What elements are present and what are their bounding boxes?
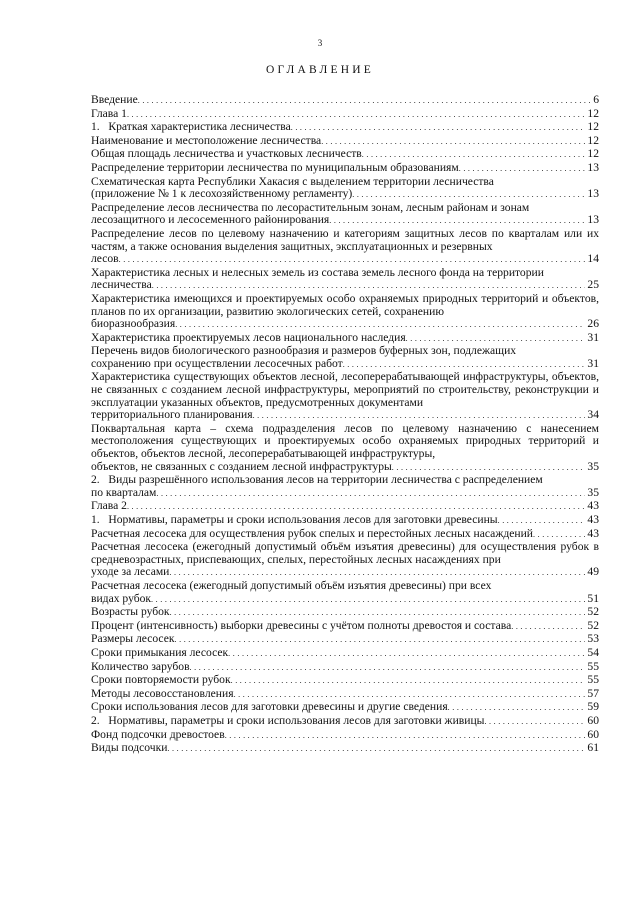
toc-entry-text: Перечень видов биологического разнообразия и размеров буферных зон, подлежащих [91,344,517,358]
toc-entry-title: 1. Нормативы, параметры и сроки использования лесов для заготовки древесины [91,513,498,526]
toc-entry[interactable] [91,606,599,620]
toc-entry-title: Количество зарубов [91,659,190,673]
toc-entry-title: Введение [91,93,138,106]
toc-entry[interactable] [91,633,599,647]
dot-leader [175,634,586,647]
toc-entry-text: Поквартальная карта – схема подразделения лесов по целевому назначению с нанесением местоположения существующих и проектируемых особо охраняемых природных территорий и объектов, объектов лесной, лесоперерабатывающей инфраструктуры, [91,421,599,461]
toc-page-number: 14 [587,252,599,266]
toc-page-number: 54 [587,645,599,659]
toc-entry-title: сохранению при осуществлении лесосечных работ [91,356,343,370]
toc-entry[interactable] [91,688,599,702]
toc-page-number: 25 [587,278,599,292]
toc-entry-title: Виды подсочки [91,741,168,755]
dot-leader [170,607,586,620]
dot-leader [167,743,585,756]
toc-page-number: 35 [587,459,599,473]
toc-entry[interactable] [91,701,599,715]
toc-entry[interactable] [91,162,599,176]
toc-entry-title: Глава 1 [91,106,127,120]
toc-page-number: 53 [587,632,599,646]
toc-page-number: 57 [587,686,599,700]
toc-entry[interactable] [91,148,599,162]
toc-entry[interactable] [91,742,599,756]
toc-entry[interactable] [91,528,599,542]
toc-entry[interactable] [91,514,599,528]
toc-entry[interactable] [91,371,599,422]
toc-entry-title: Сроки использования лесов для заготовки древесины и другие сведения [91,700,448,714]
toc-entry-title: Процент (интенсивность) выборки древесины с учётом полноты древостоя и состава [91,618,512,632]
toc-entry[interactable] [91,620,599,634]
toc-page-number: 26 [587,317,599,331]
toc-entry[interactable] [91,108,599,122]
toc-entry-title: Фонд подсочки древостоев [91,727,225,741]
toc-entry-title: Сроки примыкания лесосек [91,645,229,659]
toc-entry[interactable] [91,345,599,371]
toc-entry[interactable] [91,332,599,346]
toc-entry-title: Сроки повторяемости рубок [91,673,231,687]
toc-entry-title: Возрасты рубок [91,605,170,619]
toc-entry[interactable] [91,541,599,580]
dot-leader [291,122,586,135]
toc-entry-title: Наименование и местоположение лесничества [91,133,322,147]
toc-entry[interactable] [91,674,599,688]
toc-page-number: 12 [587,133,599,147]
toc-page-number: 6 [593,93,599,106]
dot-leader [119,254,586,267]
toc-page-number: 31 [587,330,599,344]
toc-entry-title: лесозащитного и лесосеменного районирования [91,213,330,227]
toc-page-number: 35 [587,485,599,499]
toc-entry-title: Распределение территории лесничества по муниципальным образованиям [91,160,459,174]
toc-entry[interactable] [91,729,599,743]
toc-entry-text: Характеристика лесных и нелесных земель из состава земель лесного фонда на территории [91,265,544,279]
toc-page-number: 13 [587,160,599,174]
toc-page-number: 31 [587,356,599,370]
dot-leader [228,648,585,661]
toc-page-number: 51 [587,591,599,605]
toc-entry-text: Характеристика существующих объектов лесной, лесоперерабатывающей инфраструктуры, объектов, не связанных с созданием лесной инфраструктуры, мероприятий по строительству, реконструкции и эксплуатации указанных объектов, предусмотренных документами [91,370,599,409]
toc-entry[interactable] [91,661,599,675]
toc-page-number: 13 [587,213,599,227]
toc-entry[interactable] [91,228,599,267]
dot-leader [511,621,585,634]
toc-page-number: 52 [587,618,599,632]
toc-entry[interactable] [91,715,599,729]
dot-leader [253,410,586,423]
toc-entry-text: Схематическая карта Республики Хакасия с выделением территории лесничества [91,174,494,188]
toc-page-number: 34 [587,408,599,422]
toc-entry-title: Методы лесовосстановления [91,686,234,700]
toc-page-number: 43 [587,513,599,526]
toc-entry-text: Характеристика имеющихся и проектируемых особо охраняемых природных территорий и объектов, планов по их организации, развитию экологических сетей, сохранению [91,291,599,318]
toc-entry-title: Размеры лесосек [91,632,175,646]
toc-page-number: 12 [587,106,599,120]
toc-entry-text: Расчетная лесосека (ежегодный допустимый объём изъятия древесины) при всех [91,578,492,592]
dot-leader [459,163,586,176]
page-number: 3 [317,38,323,48]
toc-entry-title: Расчетная лесосека для осуществления рубок спелых и перестойных лесных насаждений [91,526,534,540]
toc-entry[interactable] [91,135,599,149]
toc-page-number: 55 [587,673,599,687]
toc-entry-title: Характеристика проектируемых лесов национального наследия [91,330,406,344]
dot-leader [151,594,585,607]
toc-page-number: 52 [587,605,599,619]
toc-entry[interactable] [91,474,599,500]
toc-page-number: 60 [587,713,599,727]
dot-leader [231,675,586,688]
toc-entry-text: Расчетная лесосека (ежегодный допустимый объём изъятия древесины) для осуществления рубок в средневозрастных, приспевающих, спелых, перестойных лесных насаждениях при [91,540,599,566]
toc-entry-title: Глава 2 [91,499,127,513]
toc-entry-title: по кварталам [91,485,157,499]
toc-entry-text: 2. Виды разрешённого использования лесов на территории лесничества с распределением [91,473,543,487]
dot-leader [225,730,586,743]
toc-entry[interactable] [91,647,599,661]
toc-page-number: 43 [587,526,599,540]
toc-entry-title: объектов, не связанных с созданием лесной инфраструктуры [91,459,392,473]
toc-entry[interactable] [91,423,599,474]
toc-page-number: 59 [587,700,599,714]
toc-page-number: 49 [587,565,599,579]
toc-entry[interactable] [91,121,599,135]
toc-entry-title: (приложение № 1 к лесохозяйственному регламенту) [91,187,353,201]
toc-entry[interactable] [91,293,599,332]
toc-entry-title: уходе за лесами [91,565,170,579]
toc-page-number: 55 [587,659,599,673]
toc-entry[interactable] [91,580,599,606]
toc-entry[interactable] [91,176,599,202]
toc-title: ОГЛАВЛЕНИЕ [266,64,374,76]
table-of-contents [91,94,599,756]
toc-page-number: 61 [587,741,599,755]
toc-entry[interactable] [91,202,599,228]
toc-page-number: 43 [587,499,599,513]
toc-entry-title: территориального планирования [91,408,253,422]
dot-leader [138,95,591,108]
toc-entry-title: видах рубок [91,591,152,605]
dot-leader [156,488,585,501]
dot-leader [190,662,586,675]
toc-entry[interactable] [91,94,599,108]
toc-entry-text: Распределение лесов лесничества по лесорастительным зонам, лесным районам и зонам [91,200,530,214]
toc-entry-title: 2. Нормативы, параметры и сроки использования лесов для заготовки живицы [91,713,485,727]
dot-leader [484,716,585,729]
toc-entry-title: лесничества [91,278,152,292]
toc-entry[interactable] [91,500,599,514]
toc-page-number: 60 [587,727,599,741]
toc-entry-title: биоразнообразия [91,317,176,331]
toc-page-number: 12 [587,147,599,161]
toc-entry-text: Распределение лесов по целевому назначению и категориям защитных лесов по кварталам или их частям, а также основания выделения защитных, эксплуатационных и резервных [91,226,599,253]
toc-page-number: 13 [587,187,599,201]
dot-leader [175,319,585,332]
toc-entry[interactable] [91,267,599,293]
toc-entry-title: лесов [91,252,119,266]
dot-leader [352,189,585,202]
dot-leader [498,515,586,528]
toc-entry-title: Общая площадь лесничества и участковых лесничеств [91,147,362,161]
toc-page-number: 12 [587,120,599,134]
toc-entry-title: 1. Краткая характеристика лесничества [91,120,291,134]
